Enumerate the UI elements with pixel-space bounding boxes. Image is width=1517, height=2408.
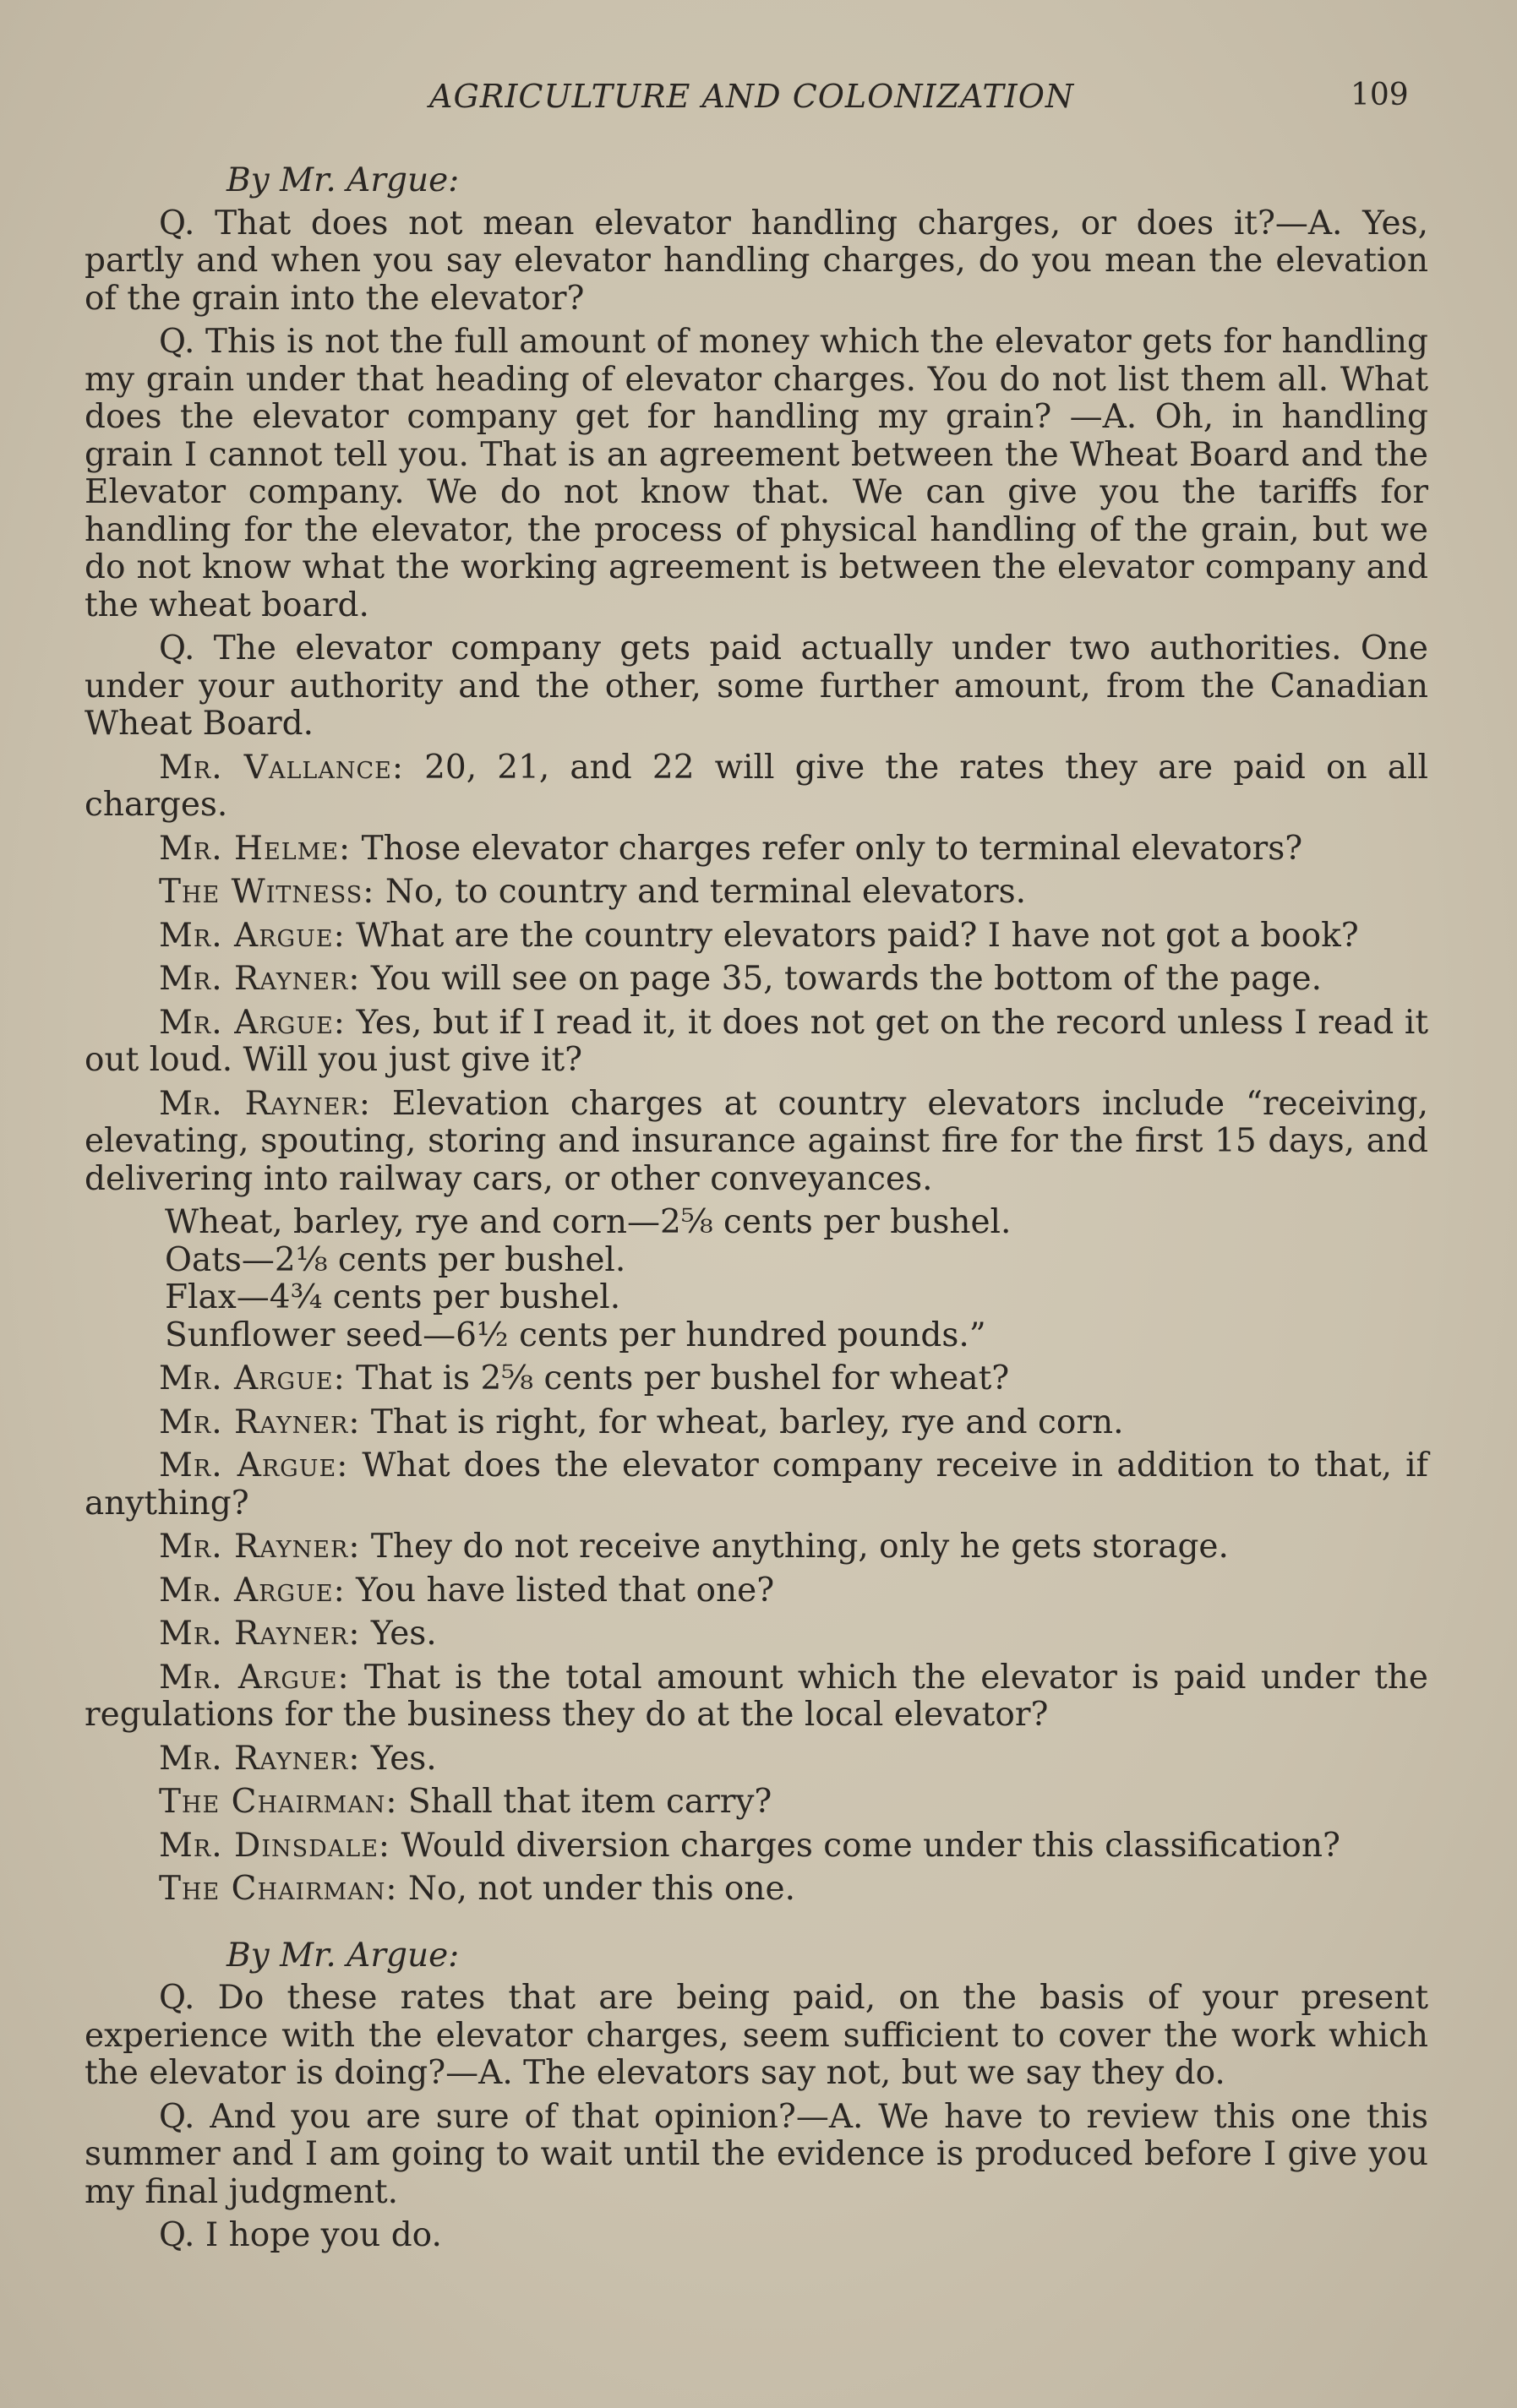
- speaker: The Chairman:: [159, 1783, 398, 1821]
- speech: [85, 961, 1428, 999]
- speaker: Mr. Argue:: [159, 1003, 346, 1042]
- speech-text: 20, 21, and 22 will give the rates they are paid on all charges.: [85, 748, 1428, 824]
- speech-text: No, not under this one.: [397, 1870, 796, 1908]
- speech-text: That is 2⅝ cents per bushel for wheat?: [345, 1359, 1010, 1397]
- running-title: AGRICULTURE AND COLONIZATION: [429, 78, 1075, 115]
- paragraph: Q. And you are sure of that opinion?—A. We have to review this one this summer and I am going to wait until the evidence is produced before I give you my final judgment.: [85, 2097, 1428, 2211]
- speech: [85, 1447, 1428, 1523]
- speaker: Mr. Argue:: [159, 1359, 346, 1397]
- speaker: Mr. Dinsdale:: [159, 1826, 391, 1865]
- speaker: The Witness:: [159, 873, 375, 911]
- speech: [85, 1528, 1428, 1566]
- rate-line: Sunflower seed—6½ cents per hundred pounds.”: [165, 1316, 986, 1354]
- speech-text: You will see on page 35, towards the bottom of the page.: [360, 960, 1323, 998]
- speaker: Mr. Argue:: [159, 916, 346, 955]
- page-header: [0, 78, 1517, 128]
- rate-line: Oats—2⅛ cents per bushel.: [165, 1240, 626, 1279]
- speech-text: They do not receive anything, only he gets storage.: [360, 1528, 1229, 1566]
- page-body: [85, 162, 1428, 2261]
- speaker: Mr. Argue:: [159, 1658, 350, 1697]
- speech-text: Would diversion charges come under this classification?: [390, 1826, 1340, 1865]
- speaker: Mr. Rayner:: [159, 960, 361, 998]
- speech-text: What does the elevator company receive in addition to that, if anything?: [85, 1446, 1428, 1523]
- speech-text: What are the country elevators paid? I have not got a book?: [345, 916, 1359, 955]
- speech: [85, 1404, 1428, 1442]
- speech-text: That is right, for wheat, barley, rye and corn.: [360, 1403, 1124, 1441]
- examiner-heading: By Mr. Argue:: [226, 161, 460, 199]
- speech: [85, 831, 1428, 869]
- speaker: Mr. Rayner:: [159, 1528, 361, 1566]
- paragraph: Q. The elevator company gets paid actually under two authorities. One under your authority and the other, some further amount, from the Canadian Wheat Board.: [85, 629, 1428, 743]
- speech: [85, 1005, 1428, 1080]
- speech: [85, 1360, 1428, 1398]
- speaker: Mr. Argue:: [159, 1446, 349, 1485]
- rate-line: Wheat, barley, rye and corn—2⅝ cents per bushel.: [165, 1203, 1012, 1241]
- speaker: Mr. Rayner:: [159, 1403, 361, 1441]
- speech: [85, 1828, 1428, 1866]
- speech-text: Elevation charges at country elevators include “receiving, elevating, spouting, storing and insurance against fire for the first 15 days, and delivering into railway cars, or other conveyances.: [85, 1084, 1428, 1198]
- speech-text: Shall that item carry?: [397, 1783, 772, 1821]
- speaker: Mr. Rayner:: [159, 1615, 361, 1653]
- speech: [85, 1741, 1428, 1779]
- speaker: Mr. Helme:: [159, 829, 352, 868]
- paragraph: Q. That does not mean elevator handling charges, or does it?—A. Yes, partly and when you say elevator handling charges, do you mean the elevation of the grain into the elevator?: [85, 204, 1428, 318]
- speaker: Mr. Rayner:: [159, 1084, 371, 1123]
- speech: [85, 1615, 1428, 1653]
- speech-text: Yes.: [360, 1615, 437, 1653]
- speech-text: Yes.: [360, 1739, 437, 1778]
- speech-text: No, to country and terminal elevators.: [374, 873, 1027, 911]
- speech: [85, 1871, 1428, 1909]
- speaker: Mr. Argue:: [159, 1571, 346, 1610]
- paragraph: Q. Do these rates that are being paid, on the basis of your present experience with the elevator charges, seem sufficient to cover the work which the elevator is doing?—A. The elevators say not, but we say they do.: [85, 1979, 1428, 2092]
- paragraph: Q. I hope you do.: [159, 2216, 442, 2254]
- speech-text: Those elevator charges refer only to terminal elevators?: [351, 829, 1303, 868]
- speech: [85, 1784, 1428, 1822]
- speech: [85, 749, 1428, 825]
- speech-text: Yes, but if I read it, it does not get on the record unless I read it out loud. Will you just give it?: [85, 1003, 1428, 1079]
- rate-line: Flax—4¾ cents per bushel.: [165, 1278, 621, 1316]
- speech: [85, 1086, 1428, 1199]
- paragraph: Q. This is not the full amount of money which the elevator gets for handling my grain under that heading of elevator charges. You do not list them all. What does the elevator company get for handling my grain? —A. Oh, in handling grain I cannot tell you. That is an agreement between the Wheat Board and the Elevator company. We do not know that. We can give you the tariffs for handling for the elevator, the process of physical handling of the grain, but we do not know what the working agreement is between the elevator company and the wheat board.: [85, 323, 1428, 624]
- speech: [85, 1572, 1428, 1610]
- speaker: The Chairman:: [159, 1870, 398, 1908]
- speech: [85, 1659, 1428, 1735]
- speaker: Mr. Rayner:: [159, 1739, 361, 1778]
- speech-text: That is the total amount which the elevator is paid under the regulations for the business they do at the local elevator?: [85, 1658, 1428, 1734]
- speech: [85, 918, 1428, 956]
- speech: [85, 874, 1428, 912]
- examiner-heading: By Mr. Argue:: [226, 1936, 460, 1975]
- speaker: Mr. Vallance:: [159, 748, 404, 787]
- page-number: 109: [1351, 78, 1409, 112]
- speech-text: You have listed that one?: [345, 1571, 775, 1610]
